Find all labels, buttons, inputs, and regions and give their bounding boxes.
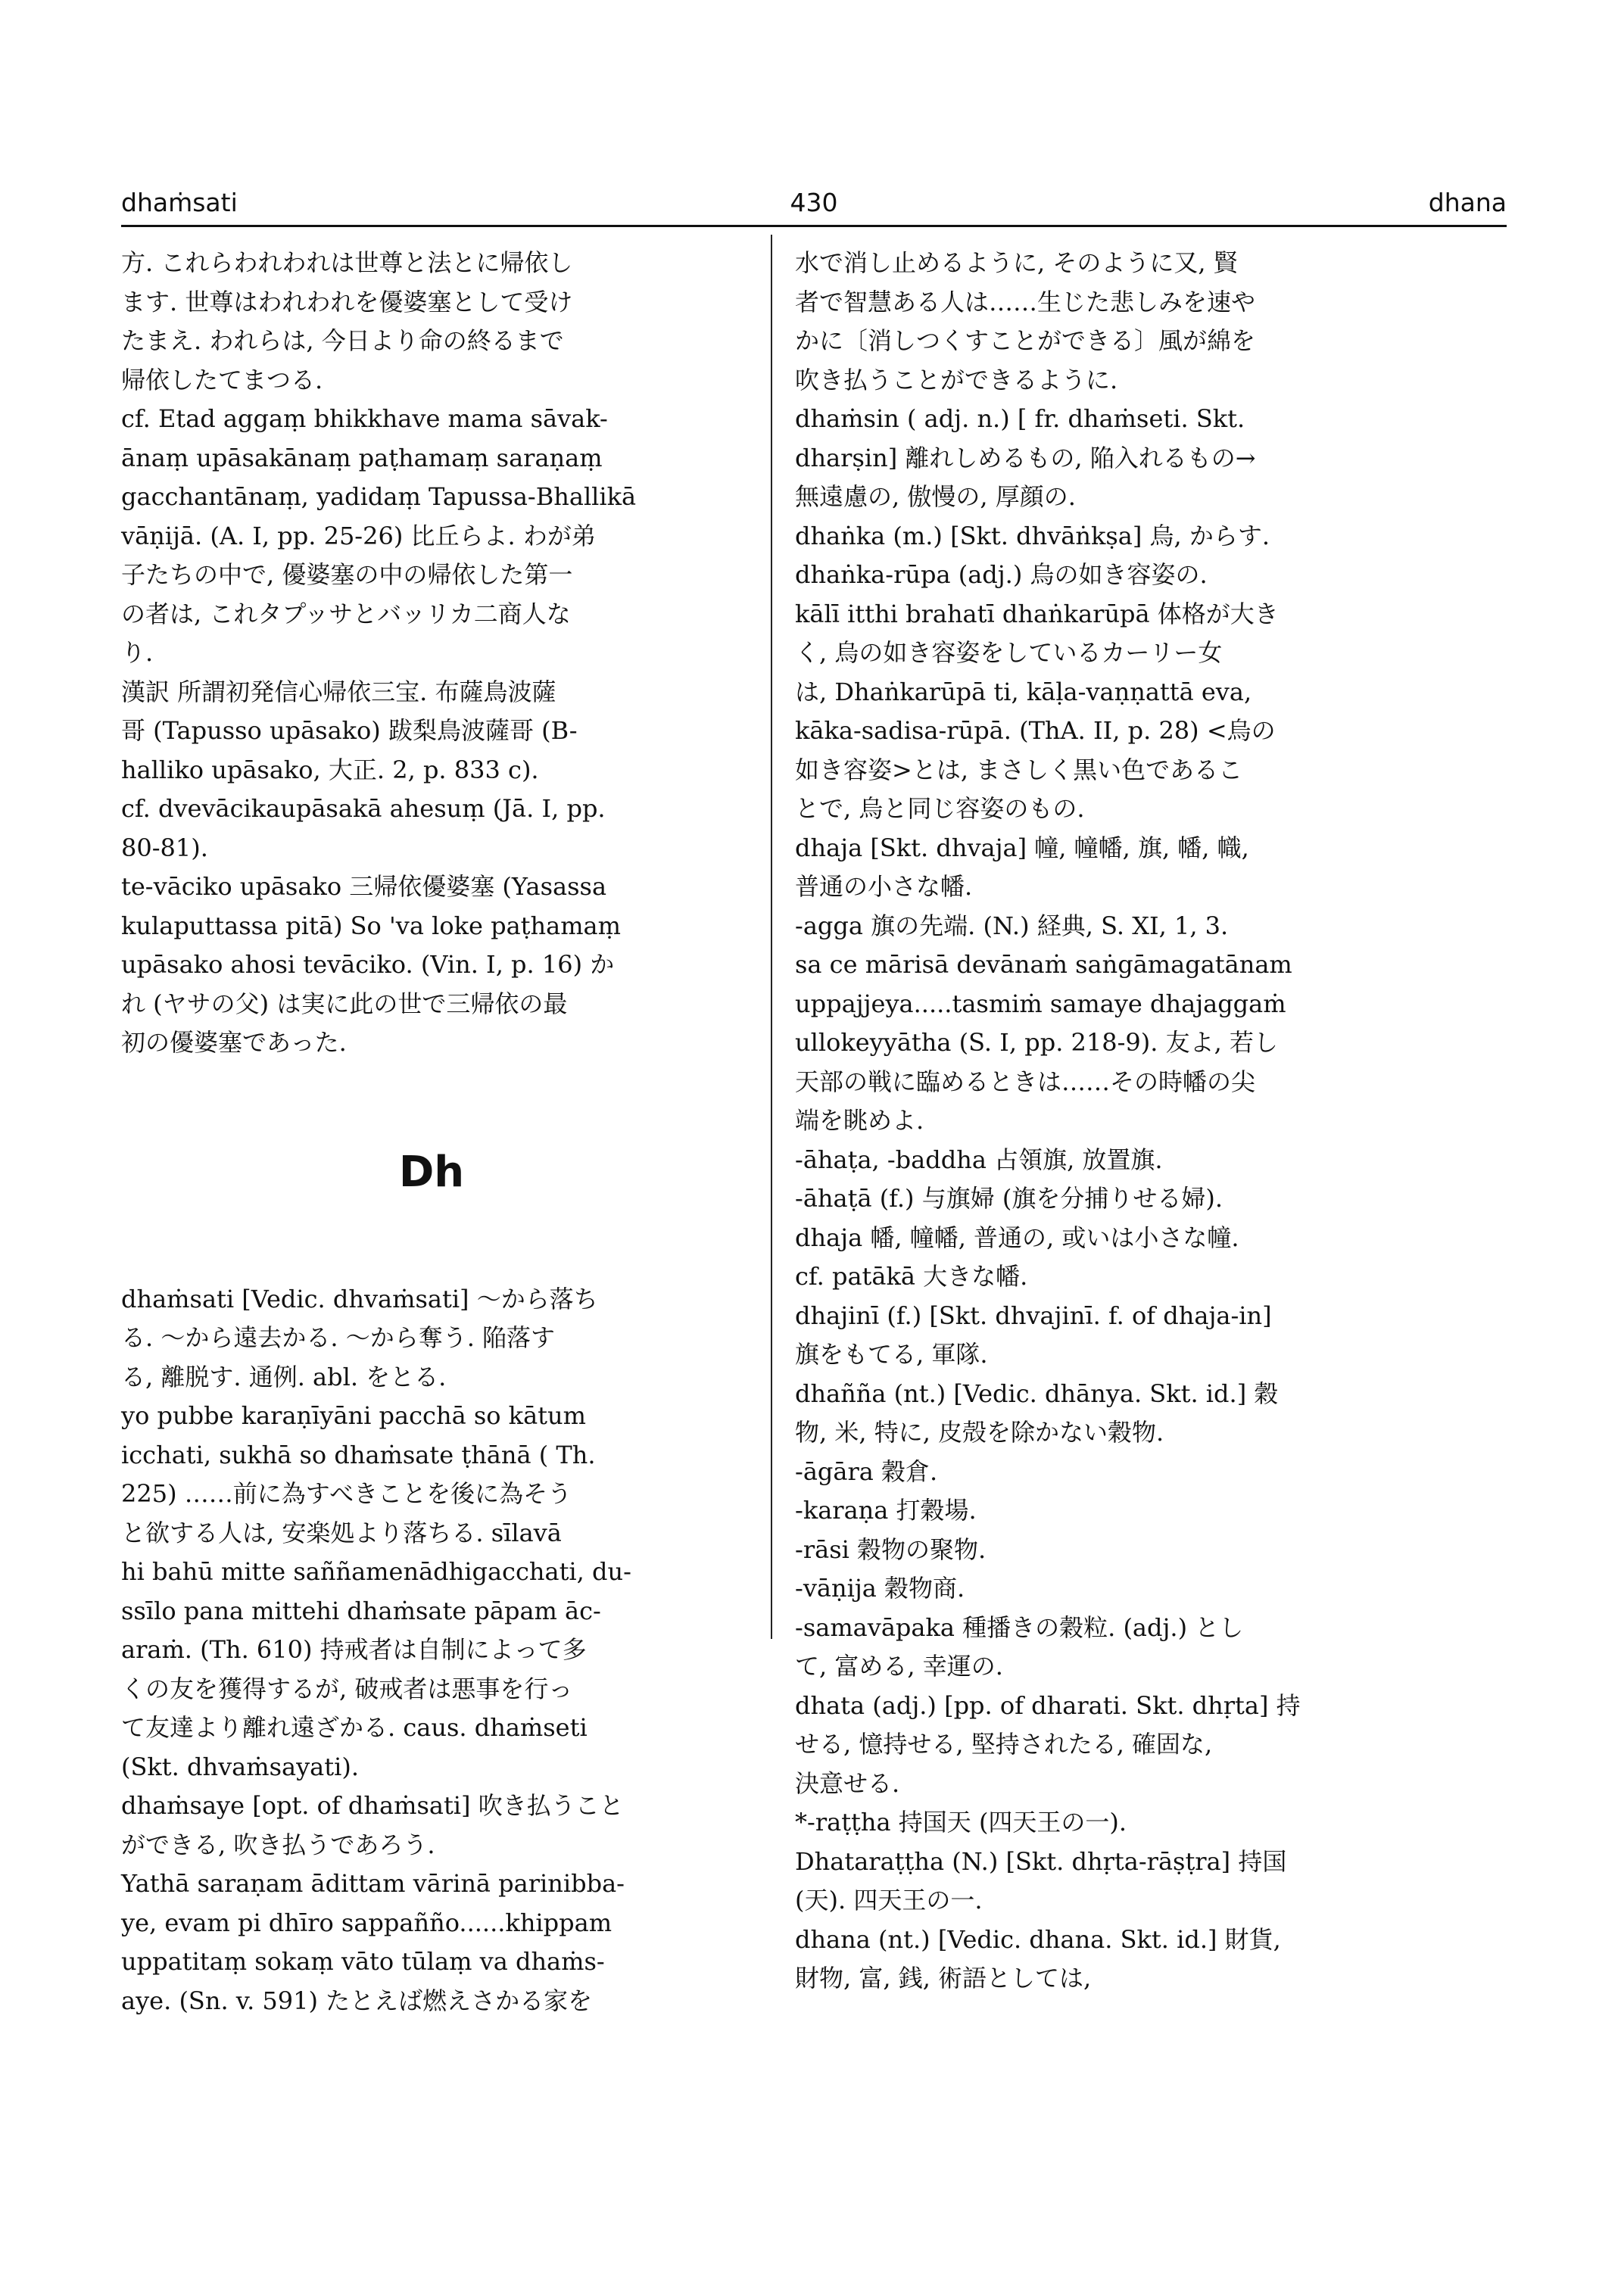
- text-line: dhaṅka-rūpa (adj.) 烏の如き容姿の.: [795, 560, 1208, 589]
- text-line: は, Dhaṅkarūpā ti, kāḷa-vaṇṇattā eva,: [795, 677, 1252, 706]
- right-column: [795, 244, 1507, 1999]
- text-line: ullokeyyātha (S. I, pp. 218-9). 友よ, 若し: [795, 1028, 1278, 1057]
- text-line: ye, evam pi dhīro sappañño......khippam: [121, 1908, 613, 1937]
- text-line: 天部の戦に臨めるときは……その時幡の尖: [795, 1067, 1256, 1096]
- text-line: -āhaṭā (f.) 与旗婦 (旗を分捕りせる婦).: [795, 1184, 1223, 1213]
- text-line: 方. これらわれわれは世尊と法とに帰依し: [121, 248, 573, 277]
- text-line: dhañña (nt.) [Vedic. dhānya. Skt. id.] 穀: [795, 1379, 1279, 1408]
- text-line: cf. patākā 大きな幡.: [795, 1262, 1028, 1291]
- text-line: dhaja [Skt. dhvaja] 幢, 幢幡, 旗, 幡, 幟,: [795, 833, 1249, 862]
- text-line: 80-81).: [121, 833, 208, 862]
- right-column-entries: [795, 244, 1507, 1999]
- text-line: upāsako ahosi tevāciko. (Vin. I, p. 16) か: [121, 950, 615, 979]
- text-line: gacchantānaṃ, yadidaṃ Tapussa-Bhallikā: [121, 482, 637, 511]
- left-column: [121, 244, 742, 2020]
- text-line: kulaputtassa pitā) So 'va loke paṭhamaṃ: [121, 911, 621, 940]
- text-line: cf. Etad aggaṃ bhikkhave mama sāvak-: [121, 404, 608, 433]
- text-line: dhaṁsin ( adj. n.) [ fr. dhaṁseti. Skt.: [795, 404, 1245, 433]
- text-line: り.: [121, 638, 154, 667]
- text-line: Yathā saraṇam ādittam vārinā parinibba-: [121, 1869, 625, 1898]
- section-heading: Dh: [398, 1147, 465, 1197]
- text-line: te-vāciko upāsako 三帰依優婆塞 (Yasassa: [121, 872, 607, 901]
- text-line: halliko upāsako, 大正. 2, p. 833 c).: [121, 755, 539, 784]
- text-line: 物, 米, 特に, 皮殻を除かない穀物.: [795, 1418, 1164, 1447]
- column-divider: [771, 235, 772, 1639]
- text-line: kālī itthi brahatī dhaṅkarūpā 体格が大き: [795, 599, 1279, 628]
- text-line: 普通の小さな幡.: [795, 872, 973, 901]
- text-line: て友達より離れ遠ざかる. caus. dhaṁseti: [121, 1713, 588, 1742]
- text-line: -āhaṭa, -baddha 占領旗, 放置旗.: [795, 1145, 1163, 1174]
- text-line: -rāsi 穀物の聚物.: [795, 1534, 987, 1564]
- text-line: aye. (Sn. v. 591) たとえば燃えさかる家を: [121, 1986, 593, 2015]
- text-line: て, 富める, 幸運の.: [795, 1652, 1003, 1681]
- text-line: -agga 旗の先端. (N.) 経典, S. XI, 1, 3.: [795, 911, 1229, 940]
- text-line: icchati, sukhā so dhaṁsate ṭhānā ( Th.: [121, 1440, 596, 1469]
- text-line: Dhataraṭṭha (N.) [Skt. dhṛta-rāṣṭra] 持国: [795, 1846, 1287, 1876]
- text-line: ānaṃ upāsakānaṃ paṭhamaṃ saraṇaṃ: [121, 443, 603, 472]
- text-line: uppajjeya.....tasmiṁ samaye dhajaggaṁ: [795, 989, 1286, 1018]
- running-head-right: dhana: [1428, 188, 1507, 217]
- text-line: 哥 (Tapusso upāsako) 跋梨鳥波薩哥 (B-: [121, 716, 578, 745]
- text-line: 無遠慮の, 傲慢の, 厚顔の.: [795, 482, 1076, 511]
- running-head-left: dhaṁsati: [121, 188, 238, 217]
- text-line: る. 〜から遠去かる. 〜から奪う. 陥落す: [121, 1323, 556, 1352]
- text-line: dhajinī (f.) [Skt. dhvajinī. f. of dhaja-in]: [795, 1301, 1272, 1330]
- text-line: 帰依したてまつる.: [121, 365, 323, 394]
- text-line: 端を眺めよ.: [795, 1106, 924, 1135]
- text-line: 者で智慧ある人は……生じた悲しみを速や: [795, 287, 1256, 316]
- text-line: く, 烏の如き容姿をしているカーリー女: [795, 638, 1223, 667]
- text-line: れ (ヤサの父) は実に此の世で三帰依の最: [121, 989, 568, 1018]
- header-rule: [121, 225, 1507, 227]
- text-line: -samavāpaka 種播きの穀粒. (adj.) とし: [795, 1612, 1244, 1642]
- text-line: cf. dvevācikaupāsakā ahesuṃ (Jā. I, pp.: [121, 794, 606, 823]
- text-line: yo pubbe karaṇīyāni pacchā so kātum: [121, 1401, 586, 1430]
- text-line: る, 離脱す. 通例. abl. をとる.: [121, 1362, 447, 1391]
- text-line: (Skt. dhvaṁsayati).: [121, 1752, 359, 1781]
- left-column-dh-entries: [121, 1280, 742, 2021]
- text-line: 225) ……前に為すべきことを後に為そう: [121, 1479, 572, 1508]
- text-line: 財物, 富, 銭, 術語としては,: [795, 1964, 1092, 1992]
- text-line: kāka-sadisa-rūpā. (ThA. II, p. 28) <烏の: [795, 716, 1276, 745]
- text-line: dhana (nt.) [Vedic. dhana. Skt. id.] 財貨,: [795, 1924, 1281, 1954]
- text-line: dhaṁsati [Vedic. dhvaṁsati] 〜から落ち: [121, 1284, 598, 1313]
- text-line: 子たちの中で, 優婆塞の中の帰依した第一: [121, 560, 573, 589]
- text-line: の者は, これタプッサとバッリカ二商人な: [121, 599, 571, 628]
- text-line: 如き容姿>とは, まさしく黒い色であるこ: [795, 755, 1243, 784]
- text-line: ができる, 吹き払うであろう.: [121, 1830, 435, 1859]
- text-line: 水で消し止めるように, そのように又, 賢: [795, 248, 1238, 277]
- text-line: 漢訳 所謂初発信心帰依三宝. 布薩鳥波薩: [121, 677, 556, 706]
- text-line: ます. 世尊はわれわれを優婆塞として受け: [121, 287, 573, 316]
- text-line: とで, 烏と同じ容姿のもの.: [795, 794, 1085, 823]
- text-line: 吹き払うことができるように.: [795, 365, 1118, 394]
- text-line: 旗をもてる, 軍隊.: [795, 1340, 988, 1369]
- text-line: 決意せる.: [795, 1768, 900, 1798]
- text-line: dharṣin] 離れしめるもの, 陥入れるもの→: [795, 443, 1256, 472]
- text-line: 初の優婆塞であった.: [121, 1028, 347, 1057]
- text-line: dhaṅka (m.) [Skt. dhvāṅkṣa] 烏, からす.: [795, 521, 1270, 550]
- page-header: [121, 188, 1507, 226]
- page-number: 430: [790, 188, 838, 217]
- text-line: たまえ. われらは, 今日より命の終るまで: [121, 326, 564, 355]
- text-line: dhaja 幡, 幢幡, 普通の, 或いは小さな幢.: [795, 1223, 1239, 1252]
- text-line: sa ce mārisā devānaṁ saṅgāmagatānam: [795, 950, 1292, 979]
- left-column-top-entries: [121, 244, 742, 1063]
- text-line: -karaṇa 打穀場.: [795, 1496, 977, 1525]
- text-line: せる, 憶持せる, 堅持されたる, 確固な,: [795, 1730, 1213, 1759]
- text-line: くの友を獲得するが, 破戒者は悪事を行っ: [121, 1674, 573, 1703]
- text-line: と欲する人は, 安楽処より落ちる. sīlavā: [121, 1518, 562, 1547]
- text-line: vāṇijā. (A. I, pp. 25-26) 比丘らよ. わが弟: [121, 521, 596, 550]
- text-line: -āgāra 穀倉.: [795, 1456, 938, 1486]
- text-line: dhata (adj.) [pp. of dharati. Skt. dhṛta] 持: [795, 1690, 1301, 1720]
- text-line: ssīlo pana mittehi dhaṁsate pāpam āc-: [121, 1596, 601, 1625]
- text-line: *-raṭṭha 持国天 (四天王の一).: [795, 1808, 1127, 1837]
- text-line: uppatitaṃ sokaṃ vāto tūlaṃ va dhaṁs-: [121, 1947, 605, 1976]
- text-line: -vāṇija 穀物商.: [795, 1574, 965, 1603]
- text-line: かに〔消しつくすことができる〕風が綿を: [795, 326, 1256, 355]
- text-line: araṁ. (Th. 610) 持戒者は自制によって多: [121, 1635, 587, 1664]
- text-line: hi bahū mitte saññamenādhigacchati, du-: [121, 1557, 631, 1586]
- text-line: (天). 四天王の一.: [795, 1886, 983, 1914]
- text-line: dhaṁsaye [opt. of dhaṁsati] 吹き払うこと: [121, 1791, 624, 1820]
